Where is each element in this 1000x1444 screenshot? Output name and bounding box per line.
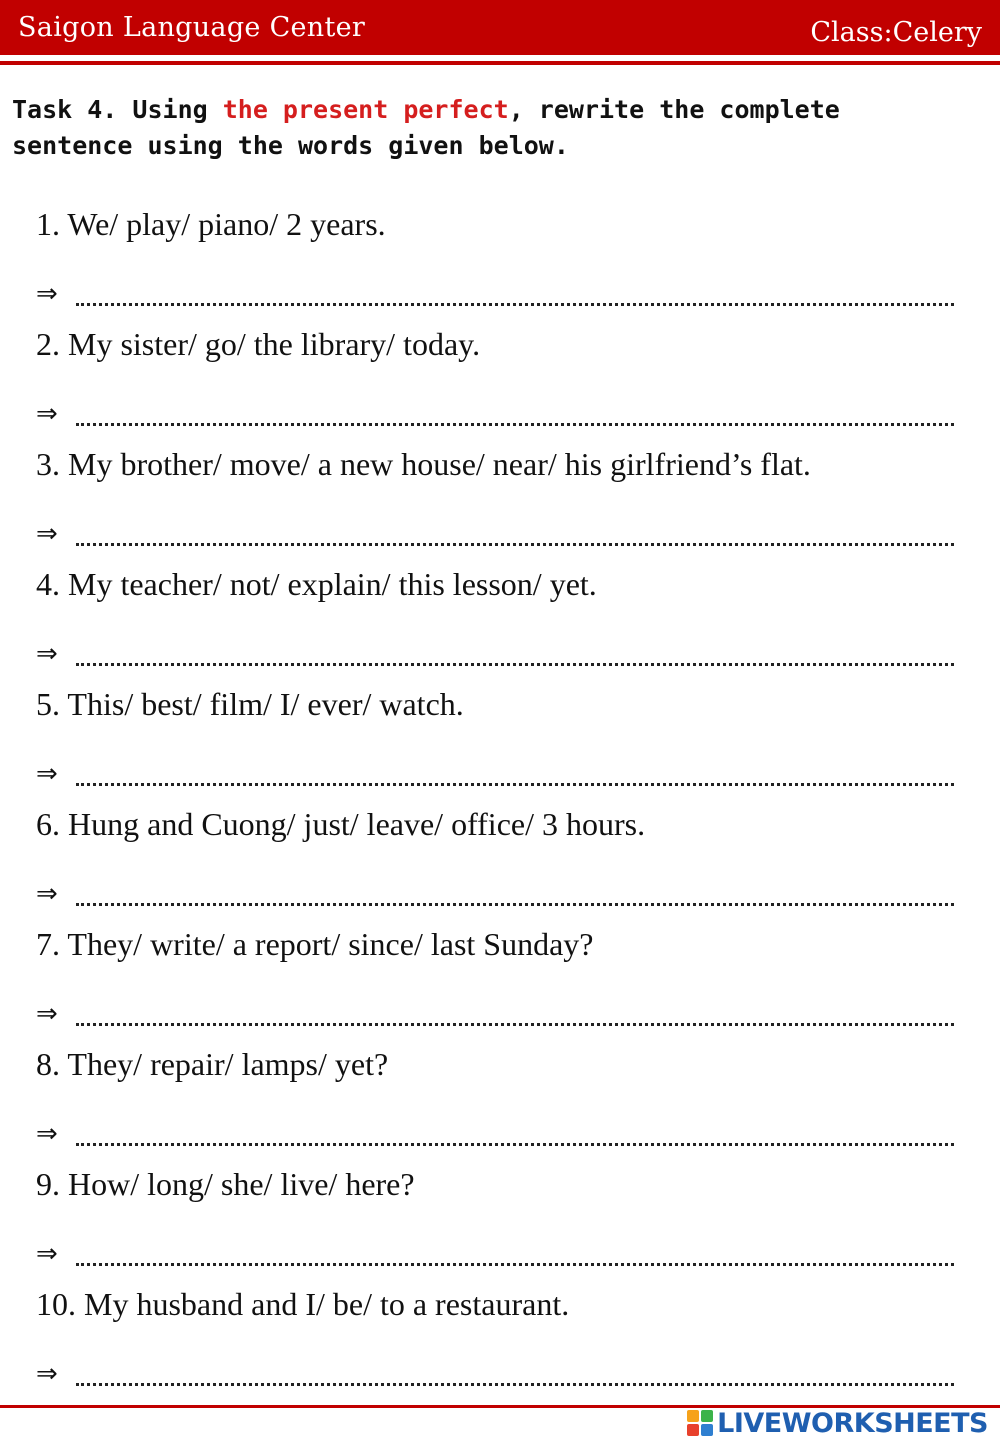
- exercise-prompt: 6. Hung and Cuong/ just/ leave/ office/ 3 hours.: [36, 806, 646, 842]
- implies-arrow-icon: ⇒: [36, 879, 58, 909]
- task-prefix: Task 4. Using: [12, 95, 223, 124]
- task-suffix: , rewrite the complete sentence using the words given below.: [12, 95, 840, 160]
- exercise-prompt: 5. This/ best/ film/ I/ ever/ watch.: [36, 686, 464, 722]
- exercise-item: [36, 1160, 956, 1280]
- implies-arrow-icon: ⇒: [36, 1359, 58, 1389]
- exercise-item: [36, 320, 956, 440]
- class-label: Class:Celery: [810, 17, 982, 48]
- answer-row[interactable]: [36, 632, 954, 672]
- answer-blank[interactable]: [76, 867, 954, 906]
- implies-arrow-icon: ⇒: [36, 1119, 58, 1149]
- answer-row[interactable]: [36, 1352, 954, 1392]
- implies-arrow-icon: ⇒: [36, 999, 58, 1029]
- answer-blank[interactable]: [76, 507, 954, 546]
- header-bar: [0, 0, 1000, 55]
- answer-row[interactable]: [36, 512, 954, 552]
- header-divider: [0, 61, 1000, 65]
- exercise-item: [36, 920, 956, 1040]
- implies-arrow-icon: ⇒: [36, 759, 58, 789]
- implies-arrow-icon: ⇒: [36, 399, 58, 429]
- exercise-prompt: 8. They/ repair/ lamps/ yet?: [36, 1046, 389, 1082]
- answer-row[interactable]: [36, 1232, 954, 1272]
- task-instructions: [12, 92, 972, 164]
- answer-row[interactable]: [36, 392, 954, 432]
- answer-row[interactable]: [36, 1112, 954, 1152]
- exercise-prompt: 4. My teacher/ not/ explain/ this lesson/ yet.: [36, 566, 597, 602]
- answer-blank[interactable]: [76, 627, 954, 666]
- answer-row[interactable]: [36, 872, 954, 912]
- liveworksheets-brand[interactable]: [687, 1406, 988, 1440]
- implies-arrow-icon: ⇒: [36, 639, 58, 669]
- answer-blank[interactable]: [76, 387, 954, 426]
- exercise-prompt: 7. They/ write/ a report/ since/ last Sunday?: [36, 926, 594, 962]
- exercise-item: [36, 440, 956, 560]
- exercise-item: [36, 200, 956, 320]
- implies-arrow-icon: ⇒: [36, 279, 58, 309]
- answer-row[interactable]: [36, 752, 954, 792]
- exercise-prompt: 2. My sister/ go/ the library/ today.: [36, 326, 481, 362]
- exercise-prompt: 10. My husband and I/ be/ to a restaurant.: [36, 1286, 570, 1322]
- liveworksheets-logo-icon: [687, 1410, 713, 1436]
- answer-blank[interactable]: [76, 1227, 954, 1266]
- answer-blank[interactable]: [76, 987, 954, 1026]
- school-name: Saigon Language Center: [18, 12, 366, 43]
- exercise-prompt: 3. My brother/ move/ a new house/ near/ his girlfriend’s flat.: [36, 446, 811, 482]
- exercise-item: [36, 560, 956, 680]
- exercise-prompt: 9. How/ long/ she/ live/ here?: [36, 1166, 415, 1202]
- exercise-item: [36, 1040, 956, 1160]
- brand-name: LIVEWORKSHEETS: [717, 1407, 988, 1439]
- answer-blank[interactable]: [76, 267, 954, 306]
- answer-row[interactable]: [36, 272, 954, 312]
- task-highlight: the present perfect: [222, 95, 509, 124]
- exercise-item: [36, 800, 956, 920]
- exercise-item: [36, 1280, 956, 1400]
- exercise-item: [36, 680, 956, 800]
- answer-blank[interactable]: [76, 747, 954, 786]
- exercise-list: [36, 200, 956, 1400]
- exercise-prompt: 1. We/ play/ piano/ 2 years.: [36, 206, 386, 242]
- answer-row[interactable]: [36, 992, 954, 1032]
- answer-blank[interactable]: [76, 1107, 954, 1146]
- answer-blank[interactable]: [76, 1347, 954, 1386]
- implies-arrow-icon: ⇒: [36, 1239, 58, 1269]
- implies-arrow-icon: ⇒: [36, 519, 58, 549]
